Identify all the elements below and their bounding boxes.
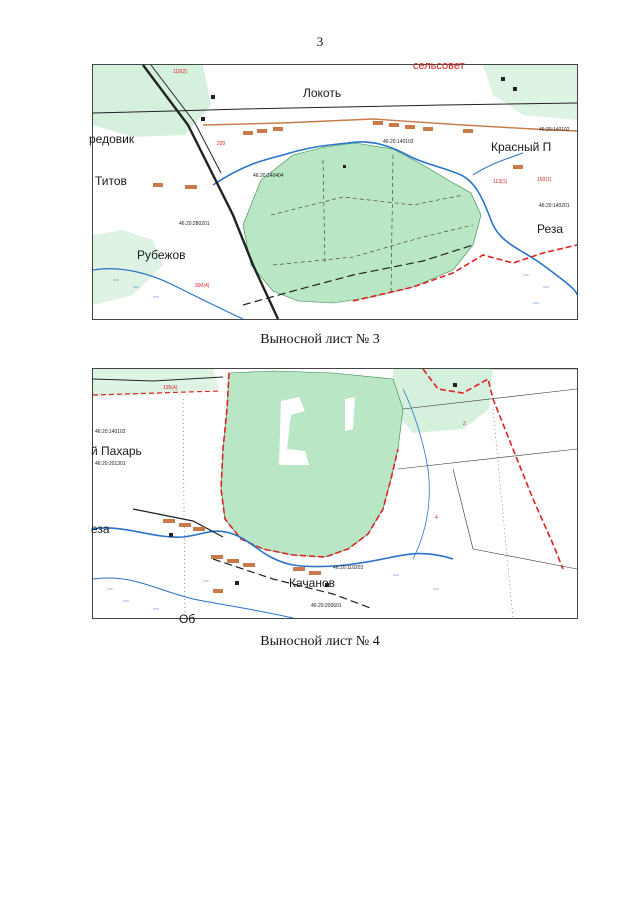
pasture-patch (483, 65, 577, 120)
cadastral-label: 46:20:110203 (333, 565, 364, 571)
cadastral-label: 46:20:280201 (179, 221, 210, 227)
parcel-label: 2 (463, 421, 466, 427)
pasture-patch (93, 230, 163, 305)
cadastral-label: 46:20:200601 (311, 603, 342, 609)
forest-parcel (243, 143, 481, 303)
cadastral-label: 46:20:140404 (253, 173, 284, 179)
marsh-symbols (107, 575, 439, 609)
map-caption-3: Выносной лист № 3 (260, 332, 380, 347)
map-sheet-3[interactable] (89, 60, 578, 320)
place-peredovik: редовик (89, 132, 135, 146)
page-number: 3 (316, 34, 324, 49)
place-titov: Титов (95, 174, 127, 188)
map-sheet-3-canvas (89, 60, 577, 319)
map-caption-4: Выносной лист № 4 (260, 634, 380, 649)
cadastral-label: 46:20:140201 (539, 203, 570, 209)
parcel-label: 390(4) (195, 283, 210, 289)
place-krasny: Красный П (491, 140, 552, 154)
dotted-line (183, 399, 185, 618)
cadastral-label: 46:20:140102 (539, 127, 570, 133)
pasture-patch (393, 369, 493, 433)
cadastral-label: 46:20:201301 (95, 461, 126, 467)
parcel-label: 113(1) (493, 179, 508, 185)
parcel-label: 220 (217, 141, 226, 147)
pasture-patch (93, 369, 219, 397)
map-sheet-4-canvas (91, 369, 577, 626)
field-boundary (453, 469, 473, 549)
place-pakhar: й Пахарь (91, 444, 142, 458)
place-kachanov: Качанов (289, 576, 336, 590)
forest-parcel (221, 371, 403, 557)
place-selsovet: сельсовет (413, 60, 465, 72)
cadastral-label: 46:20:140102 (95, 429, 126, 435)
place-rubezhov: Рубежов (137, 248, 186, 262)
field-boundary (473, 549, 577, 569)
place-lokot: Локоть (303, 86, 342, 100)
cadastral-label: 46:20:140103 (383, 139, 414, 145)
map-sheet-4[interactable] (91, 368, 578, 626)
place-reza: Реза (537, 222, 564, 236)
place-ob: Об (179, 612, 196, 626)
parcel-label: 110(2) (173, 69, 188, 75)
stream (473, 153, 523, 175)
parcel-label: 150(1) (537, 177, 552, 183)
place-reza: еза (91, 522, 110, 536)
parcel-label: 135(4) (163, 385, 178, 391)
parcel-label: 4 (435, 515, 438, 521)
